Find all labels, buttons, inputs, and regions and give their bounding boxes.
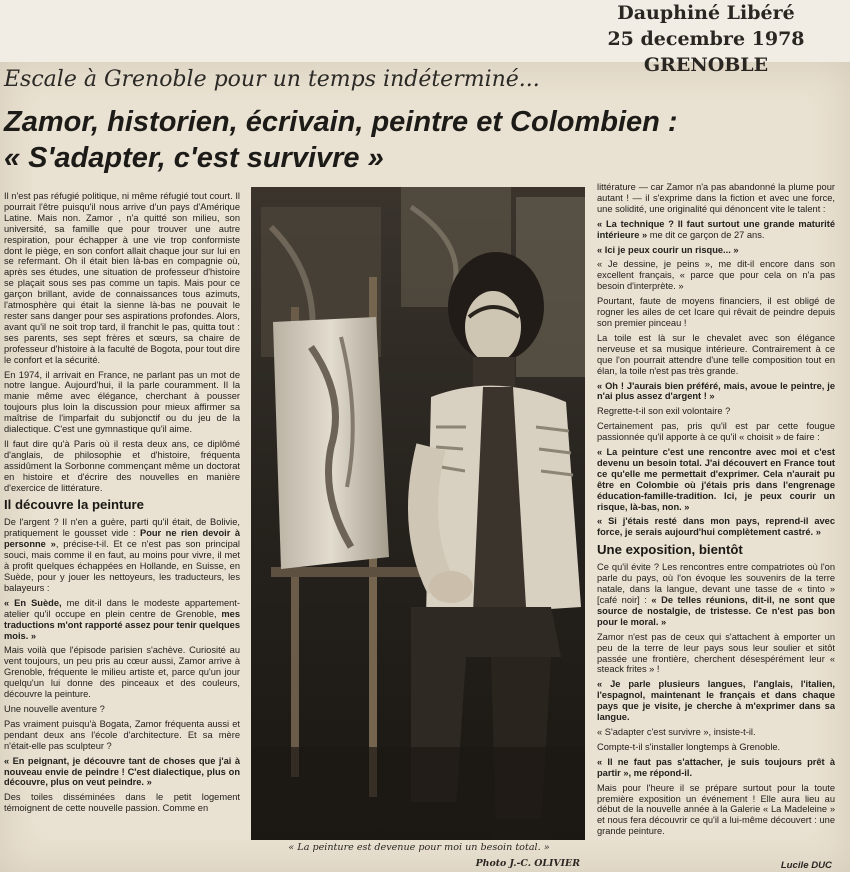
paragraph: littérature — car Zamor n'a pas abandonné la plume pour autant ! — il s'exprime dans la fiction et avec une force, une solidité, une originalité qui dénoncent vite le talent : — [597, 182, 835, 214]
article-headline — [4, 104, 844, 176]
paragraph — [4, 598, 240, 642]
photo-illustration — [251, 187, 585, 840]
subheading-decouvre-peinture: Il découvre la peinture — [4, 497, 144, 513]
quote-run: « De telles réunions, dit-il, ne sont que source de nostalgie, de tristesse. Ce n'est pas bon pour le moral. » — [597, 595, 835, 627]
quote-run: « En Suède, — [4, 597, 67, 608]
quote-run: Pour ne rien devoir à personne » — [4, 528, 240, 550]
text-run: me dit ce garçon de 27 ans. — [647, 229, 765, 240]
photo-caption: « La peinture est devenue pour moi un besoin total. » — [288, 842, 550, 853]
paragraph: Une nouvelle aventure ? — [4, 703, 105, 714]
paragraph: Regrette-t-il son exil volontaire ? — [597, 406, 731, 417]
paragraph: Pas vraiment puisqu'à Bogata, Zamor fréquenta aussi et pendant deux ans l'école d'architecture. Et sa mère n'était-elle pas sculpteur ? — [4, 718, 240, 751]
quote-paragraph — [597, 679, 835, 723]
quote-paragraph — [597, 447, 835, 512]
paragraph: Il n'est pas réfugié politique, ni même réfugié tout court. Il pourrait l'être puisqu'il nous arrive d'un pays d'Amérique Latine. Mais non. Zamor , n'a quitté son milieu, son université, sa famille que pour trouver une autre respiration, pour échapper à une vie trop conformiste dont le piège, en son confort allait chaque jour sur lui en se refermant. Oh il était bien là-bas en compagnie où, après ses études, une situation de professeur d'histoire se plaçait sous ses pas comme un tapis. Mais pour ce garçon brillant, avide de connaissances tous azimuts, l'atmosphère qui était la sienne là-bas ne pouvait le rester sans danger pour ses aspirations profondes. Alors, avant qu'il ne soit trop tard, il franchit le pas, quitta tout : ses parents, ses sept frères et sœurs, sa chaire de professeur d'histoire à la faculté de Bogota, pour tout dire le confort et la sécurité. — [4, 191, 240, 365]
paragraph: Compte-t-il s'installer longtemps à Grenoble. — [597, 741, 781, 752]
quote-paragraph — [597, 757, 835, 779]
painter-photo — [251, 187, 585, 840]
quote-run: « Oh ! J'aurais bien préféré, mais, avoue le peintre, je n'ai plus assez d'argent ! » — [597, 380, 835, 402]
photo-credit: Photo J.-C. OLIVIER — [475, 858, 580, 869]
quote-run: « La technique ? Il faut surtout une grande maturité intérieure » — [597, 218, 835, 240]
headline-line-2: « S'adapter, c'est survivre » — [4, 142, 384, 174]
article-column-right — [597, 182, 835, 869]
paragraph: Il faut dire qu'à Paris où il resta deux ans, ce diplômé d'anglais, de philosophie et d'histoire, fréquenta assidûment la Sorbonne commençant même un doctorat en histoire et d'écrire des nouvelles en manière d'exercice de littérature. — [4, 438, 240, 493]
paragraph: La toile est là sur le chevalet avec son élégance nerveuse et sa musique intérieure. Contrairement à ce que l'on pourrait attendre d'une telle composition tout en élan, la toile n'est pas très grande. — [597, 332, 835, 376]
text-run: De l'argent ? Il n'en a guère, parti qu'il était, de Bolivie, pratiquement le gousset vide : — [4, 517, 240, 539]
paragraph: Certainement pas, pris qu'il est par cette fougue passionnée qu'il apporte à ce qu'il « choisit » de faire : — [597, 421, 835, 443]
newspaper-name: Dauphiné Libéré — [617, 2, 795, 24]
quote-paragraph — [597, 245, 835, 256]
quote-run: mes traductions m'ont rapporté assez pour tenir quelques mois. » — [4, 608, 240, 641]
text-run: Ce qu'il évite ? Les rencontres entre compatriotes où l'on parle du pays, où l'on évoque les souvenirs de la terre natale, dans la langue, devant une tasse de « tinto » [café noir] : — [597, 562, 835, 605]
article-column-left — [4, 191, 240, 869]
quote-run: « En peignant, je découvre tant de choses que j'ai à nouveau envie de peindre ! C'est dialectique, plus on découvre, plus on veut peindre. » — [4, 755, 240, 788]
quote-run: « La peinture c'est une rencontre avec moi et c'est devenu un besoin total. J'ai découvert en France tout ce qu'elle me permettait d'exprimer. Cela n'aurait pu être en Colombie où j'étais pris dans l'engrenage éducation-famille-tradition. Ici, je peux courir un risque, là-bas, non. » — [597, 447, 835, 512]
quote-run: « Ici je peux courir un risque... » — [597, 244, 739, 255]
article-kicker: Escale à Grenoble pour un temps indéterminé... — [4, 67, 540, 92]
paragraph: Des toiles disséminées dans le petit logement témoignent de cette nouvelle passion. Comme en — [4, 792, 240, 814]
paragraph — [4, 517, 240, 593]
quote-run: « Je parle plusieurs langues, l'anglais, l'italien, l'espagnol, maintenant le français et dans chaque pays que je visite, je cherche à m'exprimer dans sa langue. — [597, 679, 835, 723]
paragraph: Mais pour l'heure il se prépare surtout pour la toute première exposition un événement ! Elle aura lieu au début de la nouvelle année à la Galerie « La Madeleine » et nous fera découvrir ce qu'il a lui-même découvert : une grande peinture. — [597, 782, 835, 837]
text-run: , précise-t-il. Et ce n'est pas son principal souci, mais comme il en faut, au moins pour vivre, il met à profit quelques échappées en Hollande, en Suisse, en Suède, pour y jouer les nettoyeurs, les traducteurs, les balayeurs : — [4, 539, 240, 593]
quote-paragraph — [4, 756, 240, 789]
quote-paragraph — [597, 381, 835, 403]
headline-line-1: Zamor, historien, écrivain, peintre et Colombien : — [4, 106, 678, 138]
paragraph: Mais voilà que l'épisode parisien s'achève. Curiosité au vent toujours, un peu pris au cœur aussi, Zamor arrive à Grenoble, fréquente le milieu artiste et, parce qu'un jour quelqu'un lui donne des pinceaux et des couleurs, découvre la peinture. — [4, 645, 240, 700]
paragraph: En 1974, il arrivait en France, ne parlant pas un mot de notre langue. Aujourd'hui, il la parle couramment. Il la manie même avec élégance, cherchant à pousser toujours plus loin la discussion pour mieux affirmer sa maîtrise de l'imparfait du subjonctif ou du jeu de la dialectique. C'est une gymnastique qu'il aime. — [4, 369, 240, 435]
quote-run: « Il ne faut pas s'attacher, je suis toujours prêt à partir », me répond-il. — [597, 756, 835, 778]
subheading-exposition: Une exposition, bientôt — [597, 542, 743, 558]
publication-date: 25 decembre 1978 — [607, 28, 805, 50]
paragraph: « S'adapter c'est survivre », insiste-t-il. — [597, 726, 756, 737]
quote-run: « Si j'étais resté dans mon pays, reprend-il avec force, je serais aujourd'hui complètement castré. » — [597, 516, 835, 538]
author-signature: Lucile DUC — [780, 860, 832, 871]
paragraph — [597, 562, 835, 627]
city-name: GRENOBLE — [643, 54, 769, 76]
paragraph: « Je dessine, je peins », me dit-il encore dans son excellent français, « parce que pour cela on n'a pas besoin d'interprète. » — [597, 259, 835, 292]
paragraph: Zamor n'est pas de ceux qui s'attachent à emporter un peu de la terre de leur pays sous leur soulier et sitôt passée une frontière, cherchent désespérément leur « steack frites » ! — [597, 631, 835, 675]
quote-paragraph — [597, 516, 835, 538]
paragraph — [597, 219, 835, 241]
paragraph: Pourtant, faute de moyens financiers, il est obligé de rogner les ailes de cet Icare qui rêvait de peindre depuis son premier pinceau ! — [597, 296, 835, 328]
text-run: me dit-il dans le modeste appartement-atelier qu'il occupe en plein centre de Grenoble, — [4, 597, 240, 619]
